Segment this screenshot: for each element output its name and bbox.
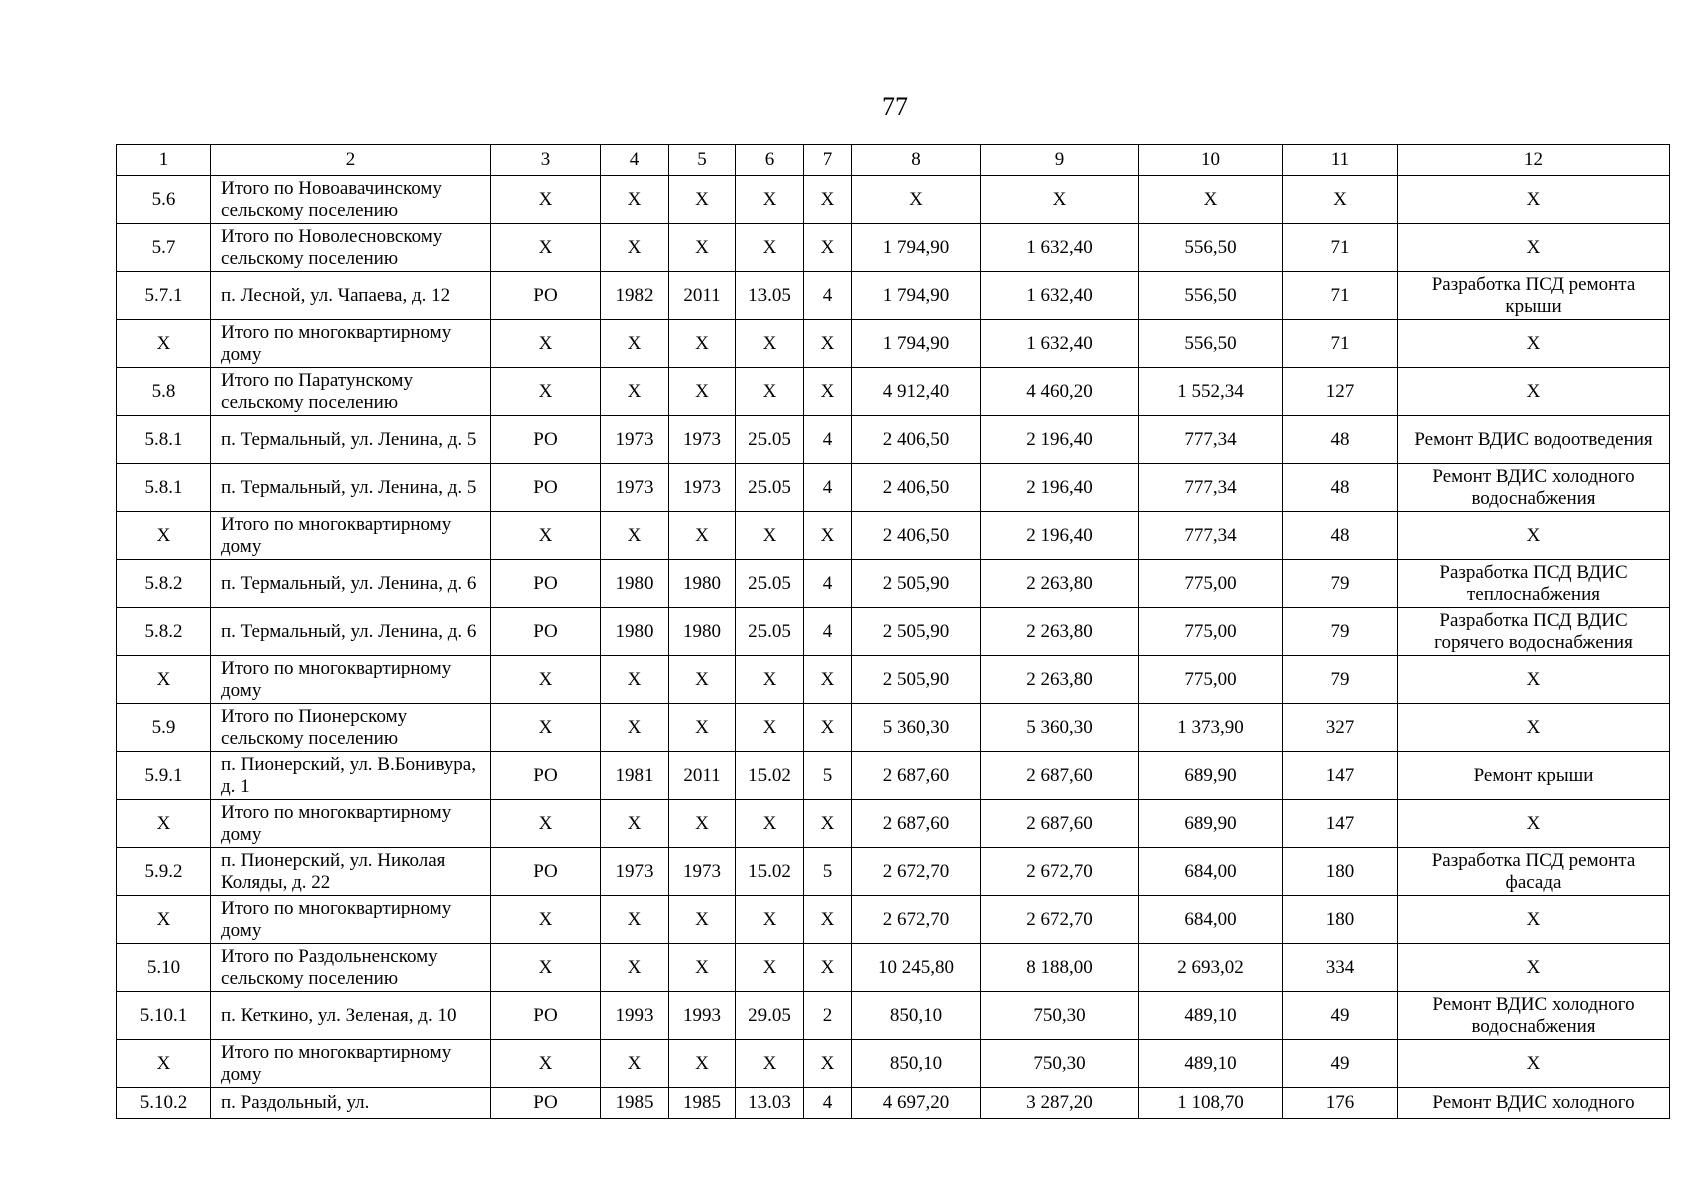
row-number-cell: 5.10 [117,944,211,992]
work-type-cell: X [1398,800,1670,848]
column-header-10: 10 [1139,145,1283,176]
deadline-cell: 13.03 [736,1088,804,1119]
living-area-cell: 3 287,20 [981,1088,1139,1119]
build-year-cell: X [601,368,669,416]
cost-cell: 777,34 [1139,416,1283,464]
deadline-cell: X [736,800,804,848]
living-area-cell: 2 687,60 [981,752,1139,800]
address-cell: п. Пионерский, ул. В.Бонивура, д. 1 [211,752,491,800]
living-area-cell: 4 460,20 [981,368,1139,416]
overhaul-year-cell: 1973 [669,416,736,464]
row-number-cell: 5.7.1 [117,272,211,320]
ownership-cell: X [491,1040,601,1088]
residents-cell: 147 [1283,752,1398,800]
work-type-cell: X [1398,368,1670,416]
total-area-cell: 1 794,90 [852,272,981,320]
floors-cell: 5 [804,752,852,800]
overhaul-year-cell: X [669,512,736,560]
column-header-12: 12 [1398,145,1670,176]
address-cell: Итого по многоквартирному дому [211,512,491,560]
deadline-cell: 15.02 [736,752,804,800]
cost-cell: 1 373,90 [1139,704,1283,752]
living-area-cell: 8 188,00 [981,944,1139,992]
row-number-cell: X [117,512,211,560]
floors-cell: X [804,320,852,368]
total-area-cell: 4 697,20 [852,1088,981,1119]
total-area-cell: 2 687,60 [852,752,981,800]
total-area-cell: 2 505,90 [852,656,981,704]
address-cell: п. Термальный, ул. Ленина, д. 5 [211,416,491,464]
build-year-cell: X [601,1040,669,1088]
ownership-cell: РО [491,848,601,896]
residents-cell: 180 [1283,896,1398,944]
floors-cell: X [804,704,852,752]
address-cell: Итого по Паратунскому сельскому поселению [211,368,491,416]
table-row [117,848,1670,896]
total-area-cell: 2 687,60 [852,800,981,848]
work-type-cell: X [1398,1040,1670,1088]
ownership-cell: X [491,320,601,368]
total-area-cell: 5 360,30 [852,704,981,752]
deadline-cell: X [736,1040,804,1088]
ownership-cell: РО [491,752,601,800]
work-type-cell: Ремонт ВДИС холодного [1398,1088,1670,1119]
row-number-cell: X [117,320,211,368]
table-row [117,224,1670,272]
living-area-cell: X [981,176,1139,224]
ownership-cell: X [491,656,601,704]
overhaul-year-cell: X [669,656,736,704]
living-area-cell: 2 263,80 [981,608,1139,656]
residents-cell: 334 [1283,944,1398,992]
overhaul-year-cell: 1985 [669,1088,736,1119]
overhaul-year-cell: X [669,368,736,416]
cost-cell: 777,34 [1139,464,1283,512]
table-row [117,752,1670,800]
row-number-cell: X [117,896,211,944]
overhaul-year-cell: X [669,320,736,368]
ownership-cell: РО [491,464,601,512]
cost-cell: 775,00 [1139,656,1283,704]
overhaul-year-cell: X [669,896,736,944]
address-cell: п. Термальный, ул. Ленина, д. 6 [211,560,491,608]
build-year-cell: 1973 [601,464,669,512]
total-area-cell: 10 245,80 [852,944,981,992]
overhaul-year-cell: 1980 [669,560,736,608]
floors-cell: 4 [804,560,852,608]
floors-cell: X [804,800,852,848]
total-area-cell: 1 794,90 [852,320,981,368]
ownership-cell: X [491,800,601,848]
total-area-cell: 2 406,50 [852,416,981,464]
row-number-cell: X [117,1040,211,1088]
work-type-cell: X [1398,656,1670,704]
row-number-cell: 5.10.2 [117,1088,211,1119]
floors-cell: X [804,944,852,992]
residents-cell: 48 [1283,512,1398,560]
address-cell: п. Пионерский, ул. Николая Коляды, д. 22 [211,848,491,896]
table-row [117,560,1670,608]
column-header-6: 6 [736,145,804,176]
column-header-3: 3 [491,145,601,176]
total-area-cell: 2 406,50 [852,512,981,560]
work-type-cell: X [1398,704,1670,752]
overhaul-year-cell: X [669,800,736,848]
address-cell: Итого по Новолесновскому сельскому поселению [211,224,491,272]
living-area-cell: 1 632,40 [981,272,1139,320]
address-cell: п. Термальный, ул. Ленина, д. 6 [211,608,491,656]
overhaul-year-cell: 2011 [669,752,736,800]
table-row [117,1040,1670,1088]
deadline-cell: X [736,224,804,272]
row-number-cell: 5.6 [117,176,211,224]
residents-cell: 49 [1283,992,1398,1040]
register-table [116,144,1670,1119]
address-cell: п. Кеткино, ул. Зеленая, д. 10 [211,992,491,1040]
living-area-cell: 750,30 [981,1040,1139,1088]
row-number-cell: 5.7 [117,224,211,272]
column-header-1: 1 [117,145,211,176]
table-row [117,992,1670,1040]
work-type-cell: X [1398,320,1670,368]
address-cell: Итого по многоквартирному дому [211,656,491,704]
living-area-cell: 2 196,40 [981,512,1139,560]
cost-cell: 489,10 [1139,992,1283,1040]
table-row [117,368,1670,416]
work-type-cell: Разработка ПСД ремонта крыши [1398,272,1670,320]
overhaul-year-cell: 1980 [669,608,736,656]
row-number-cell: 5.8.2 [117,560,211,608]
deadline-cell: X [736,368,804,416]
floors-cell: 4 [804,464,852,512]
ownership-cell: РО [491,1088,601,1119]
address-cell: Итого по Новоавачинскому сельскому поселению [211,176,491,224]
row-number-cell: 5.8.1 [117,416,211,464]
cost-cell: 1 552,34 [1139,368,1283,416]
cost-cell: 689,90 [1139,752,1283,800]
cost-cell: 556,50 [1139,224,1283,272]
residents-cell: 71 [1283,224,1398,272]
total-area-cell: 2 505,90 [852,608,981,656]
deadline-cell: X [736,896,804,944]
table-row [117,512,1670,560]
living-area-cell: 2 196,40 [981,416,1139,464]
column-header-2: 2 [211,145,491,176]
row-number-cell: 5.9 [117,704,211,752]
work-type-cell: Разработка ПСД ремонта фасада [1398,848,1670,896]
work-type-cell: X [1398,176,1670,224]
build-year-cell: X [601,896,669,944]
build-year-cell: 1993 [601,992,669,1040]
table-row [117,944,1670,992]
build-year-cell: X [601,704,669,752]
build-year-cell: 1982 [601,272,669,320]
overhaul-year-cell: X [669,704,736,752]
address-cell: п. Термальный, ул. Ленина, д. 5 [211,464,491,512]
residents-cell: 71 [1283,320,1398,368]
build-year-cell: 1980 [601,560,669,608]
total-area-cell: 2 672,70 [852,896,981,944]
ownership-cell: X [491,224,601,272]
table-row [117,704,1670,752]
deadline-cell: 25.05 [736,464,804,512]
ownership-cell: X [491,944,601,992]
total-area-cell: 4 912,40 [852,368,981,416]
address-cell: п. Лесной, ул. Чапаева, д. 12 [211,272,491,320]
deadline-cell: 29.05 [736,992,804,1040]
residents-cell: 79 [1283,656,1398,704]
cost-cell: 777,34 [1139,512,1283,560]
table-header-row [117,145,1670,176]
residents-cell: 48 [1283,416,1398,464]
column-header-9: 9 [981,145,1139,176]
ownership-cell: X [491,512,601,560]
ownership-cell: РО [491,608,601,656]
living-area-cell: 2 672,70 [981,848,1139,896]
overhaul-year-cell: X [669,1040,736,1088]
work-type-cell: Ремонт ВДИС холодного водоснабжения [1398,992,1670,1040]
floors-cell: 4 [804,272,852,320]
column-header-4: 4 [601,145,669,176]
cost-cell: 775,00 [1139,608,1283,656]
row-number-cell: X [117,656,211,704]
table-row [117,608,1670,656]
overhaul-year-cell: 2011 [669,272,736,320]
cost-cell: 684,00 [1139,896,1283,944]
deadline-cell: 25.05 [736,608,804,656]
table-row [117,320,1670,368]
residents-cell: X [1283,176,1398,224]
column-header-7: 7 [804,145,852,176]
build-year-cell: 1973 [601,416,669,464]
living-area-cell: 2 687,60 [981,800,1139,848]
living-area-cell: 2 263,80 [981,560,1139,608]
residents-cell: 327 [1283,704,1398,752]
table-row [117,656,1670,704]
deadline-cell: 25.05 [736,560,804,608]
column-header-8: 8 [852,145,981,176]
build-year-cell: X [601,944,669,992]
ownership-cell: X [491,704,601,752]
living-area-cell: 5 360,30 [981,704,1139,752]
overhaul-year-cell: X [669,944,736,992]
residents-cell: 71 [1283,272,1398,320]
living-area-cell: 2 196,40 [981,464,1139,512]
living-area-cell: 2 263,80 [981,656,1139,704]
address-cell: Итого по Пионерскому сельскому поселению [211,704,491,752]
residents-cell: 48 [1283,464,1398,512]
total-area-cell: 2 406,50 [852,464,981,512]
overhaul-year-cell: X [669,176,736,224]
floors-cell: 5 [804,848,852,896]
deadline-cell: 15.02 [736,848,804,896]
deadline-cell: X [736,944,804,992]
residents-cell: 147 [1283,800,1398,848]
work-type-cell: X [1398,224,1670,272]
residents-cell: 127 [1283,368,1398,416]
floors-cell: 4 [804,1088,852,1119]
floors-cell: X [804,368,852,416]
build-year-cell: X [601,176,669,224]
build-year-cell: X [601,800,669,848]
cost-cell: 684,00 [1139,848,1283,896]
table-row [117,896,1670,944]
build-year-cell: X [601,512,669,560]
ownership-cell: X [491,896,601,944]
row-number-cell: 5.9.1 [117,752,211,800]
floors-cell: X [804,896,852,944]
floors-cell: X [804,176,852,224]
table-row [117,416,1670,464]
cost-cell: 556,50 [1139,320,1283,368]
table-row [117,800,1670,848]
ownership-cell: X [491,368,601,416]
work-type-cell: Разработка ПСД ВДИС теплоснабжения [1398,560,1670,608]
work-type-cell: Ремонт ВДИС водоотведения [1398,416,1670,464]
overhaul-year-cell: 1973 [669,464,736,512]
ownership-cell: X [491,176,601,224]
row-number-cell: 5.8.2 [117,608,211,656]
overhaul-year-cell: X [669,224,736,272]
overhaul-year-cell: 1973 [669,848,736,896]
floors-cell: X [804,512,852,560]
build-year-cell: X [601,320,669,368]
cost-cell: 2 693,02 [1139,944,1283,992]
build-year-cell: 1985 [601,1088,669,1119]
total-area-cell: 850,10 [852,992,981,1040]
deadline-cell: X [736,176,804,224]
residents-cell: 79 [1283,608,1398,656]
address-cell: Итого по многоквартирному дому [211,1040,491,1088]
build-year-cell: 1980 [601,608,669,656]
table-row [117,176,1670,224]
living-area-cell: 2 672,70 [981,896,1139,944]
floors-cell: X [804,1040,852,1088]
cost-cell: 556,50 [1139,272,1283,320]
living-area-cell: 1 632,40 [981,320,1139,368]
total-area-cell: 850,10 [852,1040,981,1088]
floors-cell: 4 [804,416,852,464]
floors-cell: 4 [804,608,852,656]
deadline-cell: X [736,704,804,752]
residents-cell: 176 [1283,1088,1398,1119]
work-type-cell: X [1398,512,1670,560]
table-row [117,464,1670,512]
ownership-cell: РО [491,992,601,1040]
ownership-cell: РО [491,416,601,464]
total-area-cell: 1 794,90 [852,224,981,272]
work-type-cell: X [1398,896,1670,944]
total-area-cell: 2 672,70 [852,848,981,896]
deadline-cell: X [736,656,804,704]
row-number-cell: X [117,800,211,848]
cost-cell: 689,90 [1139,800,1283,848]
cost-cell: 489,10 [1139,1040,1283,1088]
residents-cell: 79 [1283,560,1398,608]
floors-cell: X [804,656,852,704]
floors-cell: 2 [804,992,852,1040]
residents-cell: 180 [1283,848,1398,896]
overhaul-year-cell: 1993 [669,992,736,1040]
build-year-cell: 1981 [601,752,669,800]
living-area-cell: 1 632,40 [981,224,1139,272]
deadline-cell: X [736,512,804,560]
address-cell: Итого по Раздольненскому сельскому поселению [211,944,491,992]
work-type-cell: Ремонт крыши [1398,752,1670,800]
work-type-cell: X [1398,944,1670,992]
work-type-cell: Разработка ПСД ВДИС горячего водоснабжения [1398,608,1670,656]
deadline-cell: X [736,320,804,368]
build-year-cell: 1973 [601,848,669,896]
cost-cell: 775,00 [1139,560,1283,608]
ownership-cell: РО [491,560,601,608]
row-number-cell: 5.10.1 [117,992,211,1040]
row-number-cell: 5.8 [117,368,211,416]
build-year-cell: X [601,656,669,704]
address-cell: Итого по многоквартирному дому [211,896,491,944]
row-number-cell: 5.9.2 [117,848,211,896]
deadline-cell: 13.05 [736,272,804,320]
row-number-cell: 5.8.1 [117,464,211,512]
total-area-cell: X [852,176,981,224]
column-header-11: 11 [1283,145,1398,176]
ownership-cell: РО [491,272,601,320]
table-row [117,1088,1670,1119]
work-type-cell: Ремонт ВДИС холодного водоснабжения [1398,464,1670,512]
residents-cell: 49 [1283,1040,1398,1088]
build-year-cell: X [601,224,669,272]
living-area-cell: 750,30 [981,992,1139,1040]
address-cell: п. Раздольный, ул. [211,1088,491,1119]
total-area-cell: 2 505,90 [852,560,981,608]
address-cell: Итого по многоквартирному дому [211,320,491,368]
deadline-cell: 25.05 [736,416,804,464]
cost-cell: 1 108,70 [1139,1088,1283,1119]
page-number: 77 [882,92,908,121]
column-header-5: 5 [669,145,736,176]
address-cell: Итого по многоквартирному дому [211,800,491,848]
cost-cell: X [1139,176,1283,224]
table-row [117,272,1670,320]
floors-cell: X [804,224,852,272]
